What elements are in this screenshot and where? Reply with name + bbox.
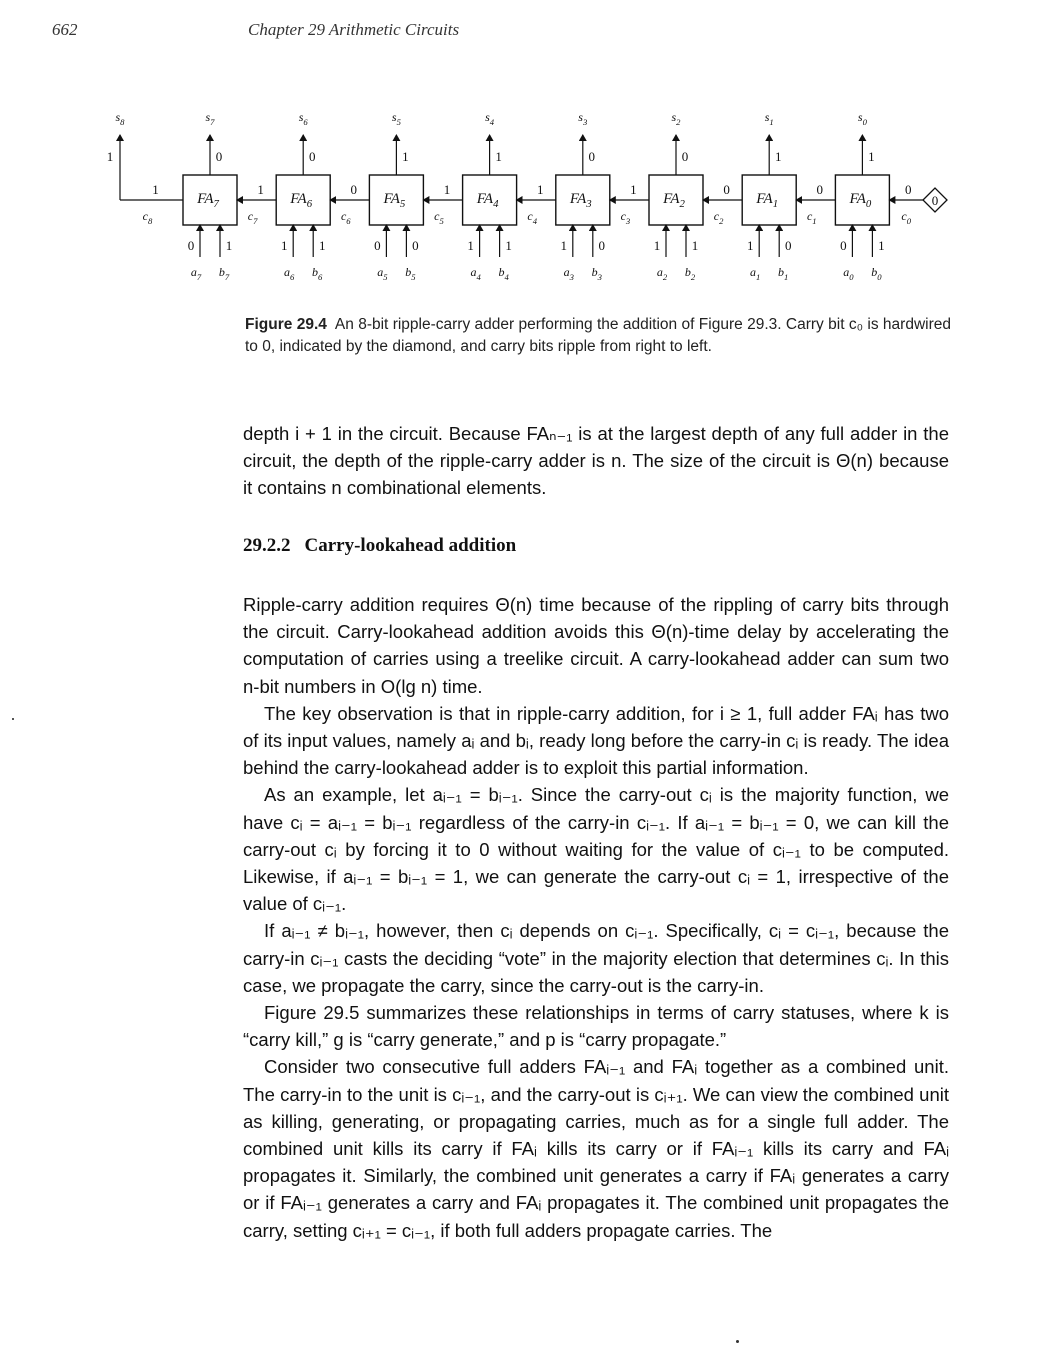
sum-label: $s_3$ (578, 110, 588, 127)
section-body (243, 591, 949, 1244)
page-header (52, 20, 652, 44)
c0-diamond-value: 0 (931, 193, 939, 208)
carry-label: $c_7$ (247, 209, 258, 226)
input-a-label: $a_7$ (190, 265, 202, 282)
carry-bit: 1 (152, 182, 159, 197)
s8-bit: 1 (106, 149, 114, 164)
input-a-label: $a_5$ (377, 265, 388, 282)
paragraph: The key observation is that in ripple-carry addition, for i ≥ 1, full adder FAᵢ has two of its input values, namely aᵢ and bᵢ, ready long before the carry-in cᵢ is ready. The idea behind the carry-lookahead adder is to exploit this partial information. (243, 702, 949, 779)
input-a-label: $a_0$ (843, 265, 854, 282)
input-a-bit: 0 (840, 238, 847, 253)
full-adder-label: $FA_2$ (663, 191, 685, 210)
input-b-bit: 1 (878, 238, 885, 253)
input-a-label: $a_2$ (656, 265, 668, 282)
sum-label: $s_6$ (298, 110, 308, 127)
s8-label: $s_8$ (115, 110, 125, 127)
figure-label: Figure 29.4 (245, 316, 327, 333)
running-head: Chapter 29 Arithmetic Circuits (248, 20, 460, 39)
c0-bit: 0 (904, 182, 912, 197)
input-b-label: $b_5$ (405, 265, 416, 282)
full-adder-label: $FA_3$ (569, 191, 592, 210)
sum-bit: 0 (308, 149, 316, 164)
ripple-carry-adder-figure (0, 95, 1039, 295)
sum-label: $s_7$ (205, 110, 215, 127)
sum-bit: 0 (215, 149, 223, 164)
carry-bit: 0 (350, 182, 358, 197)
carry-label: $c_6$ (340, 209, 351, 226)
sum-label: $s_2$ (671, 110, 681, 127)
input-b-label: $b_0$ (871, 265, 882, 282)
input-b-label: $b_2$ (684, 265, 696, 282)
full-adder-label: $FA_1$ (756, 191, 779, 210)
input-b-bit: 0 (784, 238, 792, 253)
intro-paragraph-block (243, 420, 949, 502)
input-a-bit: 1 (746, 238, 754, 253)
sum-label: $s_5$ (391, 110, 401, 127)
section-heading (243, 535, 843, 557)
input-b-bit: 1 (505, 238, 512, 253)
full-adder-label: $FA_7$ (197, 191, 219, 210)
paragraph: Figure 29.5 summarizes these relationships in terms of carry statuses, where k is “carry kill,” g is “carry generate,” and p is “carry propagate.” (243, 1002, 949, 1051)
input-a-bit: 1 (653, 238, 661, 253)
input-a-label: $a_4$ (470, 265, 481, 282)
paragraph: Ripple-carry addition requires Θ(n) time because of the rippling of carry bits through the circuit. Carry-lookahead addition avoids this Θ(n)-time delay by accelerating the computation of carries using a treelike circuit. A carry-lookahead adder can sum two n-bit numbers in O(lg n) time. (243, 594, 949, 697)
input-a-label: $a_6$ (284, 265, 295, 282)
carry-bit: 1 (536, 182, 544, 197)
full-adder-label: $FA_6$ (290, 191, 313, 210)
input-b-bit: 1 (691, 238, 699, 253)
sum-bit: 0 (588, 149, 596, 164)
page-number: 662 (52, 20, 78, 39)
input-a-label: $a_3$ (563, 265, 574, 282)
c0-label: $c_0$ (901, 209, 912, 226)
full-adder-label: $FA_4$ (476, 191, 499, 210)
paragraph: If aᵢ₋₁ ≠ bᵢ₋₁, however, then cᵢ depends on cᵢ₋₁. Specifically, cᵢ = cᵢ₋₁, because the carry-in cᵢ₋₁ casts the deciding “vote” in the majority election that determines cᵢ. In this case, we propagate the carry, since the carry-out is the carry-in. (243, 920, 949, 996)
sum-bit: 1 (868, 149, 875, 164)
carry-bit: 1 (257, 182, 264, 197)
carry-label: $c_4$ (527, 209, 538, 226)
carry-bit: 1 (630, 182, 637, 197)
paragraph: Consider two consecutive full adders FAᵢ₋₁ and FAᵢ together as a combined unit. The carry-in to the unit is cᵢ₋₁, and the carry-out is cᵢ₊₁. We can view the combined unit as killing, generating, or propagating carries, much as for a single full adder. The combined unit kills its carry if FAᵢ kills its carry or if FAᵢ₋₁ kills its carry and FAᵢ propagates it. Similarly, the combined unit generates a carry if FAᵢ generates a carry or if FAᵢ₋₁ generates a carry and FAᵢ propagates it. The combined unit propagates the carry, setting cᵢ₊₁ = cᵢ₋₁, if both full adders propagate carries. The (243, 1056, 949, 1241)
full-adder-label: $FA_5$ (383, 191, 406, 210)
paragraph: As an example, let aᵢ₋₁ = bᵢ₋₁. Since the carry-out cᵢ is the majority function, we have cᵢ = aᵢ₋₁ = bᵢ₋₁ regardless of the carry-in cᵢ₋₁. If aᵢ₋₁ = bᵢ₋₁ = 0, we can kill the carry-out cᵢ by forcing it to 0 without waiting for the value of cᵢ₋₁ to be computed. Likewise, if aᵢ₋₁ = bᵢ₋₁ = 1, we can generate the carry-out cᵢ = 1, irrespective of the value of cᵢ₋₁. (243, 784, 949, 915)
carry-bit: 0 (816, 182, 824, 197)
sum-bit: 1 (495, 149, 502, 164)
page-dot (736, 1340, 739, 1343)
carry-bit: 1 (443, 182, 451, 197)
figure-caption (245, 314, 951, 357)
sum-bit: 0 (681, 149, 689, 164)
carry-label: $c_8$ (142, 209, 153, 226)
intro-paragraph: depth i + 1 in the circuit. Because FAₙ₋₁ is at the largest depth of any full adder in the circuit, the depth of the ripple-carry adder is n. The size of the circuit is Θ(n) because it contains n combinational elements. (243, 423, 949, 499)
carry-label: $c_2$ (713, 209, 724, 226)
input-a-bit: 1 (560, 238, 568, 253)
input-b-bit: 1 (225, 238, 233, 253)
input-b-label: $b_7$ (218, 265, 230, 282)
input-b-label: $b_4$ (498, 265, 509, 282)
section-title: Carry-lookahead addition (304, 535, 517, 556)
sum-bit: 1 (774, 149, 782, 164)
input-a-bit: 1 (467, 238, 474, 253)
input-b-label: $b_1$ (778, 265, 789, 282)
carry-label: $c_5$ (434, 209, 444, 226)
input-b-bit: 1 (318, 238, 326, 253)
caption-text: An 8-bit ripple-carry adder performing the addition of Figure 29.3. Carry bit c₀ is hardwired to 0, indicated by the diamond, and carry bits ripple from right to left. (245, 316, 951, 355)
input-b-label: $b_3$ (591, 265, 602, 282)
carry-label: $c_1$ (806, 209, 817, 226)
input-a-label: $a_1$ (750, 265, 761, 282)
carry-label: $c_3$ (620, 209, 631, 226)
input-a-bit: 0 (374, 238, 381, 253)
sum-bit: 1 (402, 149, 409, 164)
input-b-bit: 0 (412, 238, 419, 253)
input-b-label: $b_6$ (312, 265, 323, 282)
sum-label: $s_4$ (485, 110, 495, 127)
input-a-bit: 1 (280, 238, 288, 253)
margin-mark (12, 718, 14, 720)
input-b-bit: 0 (598, 238, 606, 253)
full-adder-label: $FA_0$ (849, 191, 872, 210)
input-a-bit: 0 (187, 238, 195, 253)
sum-label: $s_0$ (857, 110, 867, 127)
section-number: 29.2.2 (243, 535, 291, 556)
carry-bit: 0 (723, 182, 730, 197)
sum-label: $s_1$ (764, 110, 774, 127)
